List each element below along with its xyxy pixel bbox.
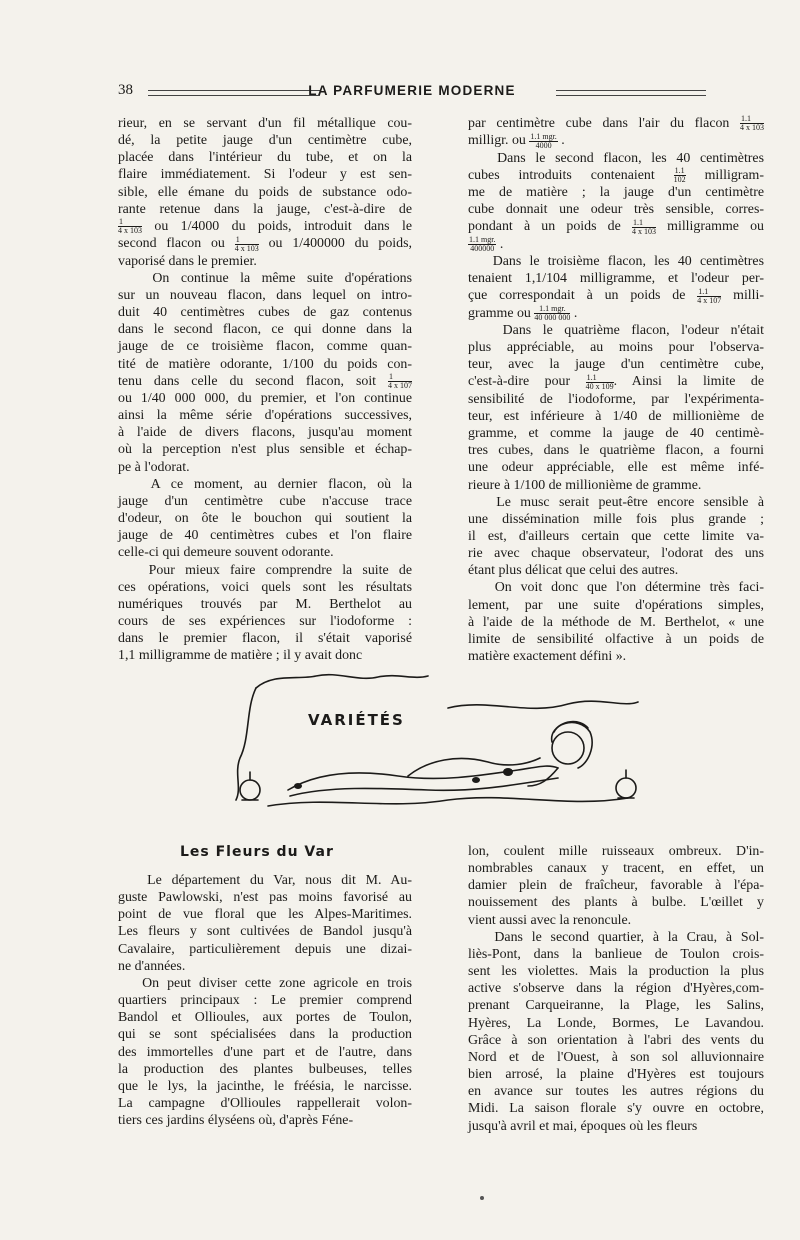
- text-line: La campagne d'Ollioules rappellerait volon-: [118, 1096, 412, 1112]
- fraction: $\frac{1.1}{102}$: [673, 166, 686, 185]
- text-line: lon, coulent mille ruisseaux ombreux. D'in-: [468, 844, 764, 859]
- text-line: étant plus délicat que celui des autres.: [468, 563, 679, 579]
- text-line: quartiers principaux : Le premier comprend: [118, 993, 412, 1009]
- text-line: Cavalaire, particulièrement depuis une dizai-: [118, 941, 412, 957]
- text-line: çue correspondait à un poids de $\frac{1.1}{4 x 107}$ milli-: [468, 286, 765, 305]
- ornament-scroll-top: [256, 675, 428, 688]
- text-line: sur un nouveau flacon, dans lequel on intro-: [118, 287, 412, 303]
- text-line: guste Pawlowski, n'est pas moins favorisé au: [118, 890, 412, 906]
- right-column-top: [468, 115, 764, 665]
- fraction: $\frac{1.1}{4 x 107}$: [697, 286, 722, 305]
- text-line: vient aussi avec la renoncule.: [468, 912, 632, 928]
- text-line: Hyères, La Londe, Bormes, Le Lavandou.: [468, 1015, 764, 1031]
- text-line: dans le premier flacon, il s'était vaporisé: [118, 631, 412, 647]
- text-line: 1,1 milligramme de matière ; il y avait donc: [118, 648, 363, 664]
- text-line: rieur, en se servant d'un fil métallique cou-: [118, 116, 412, 131]
- text-line: Le département du Var, nous dit M. Au-: [118, 873, 412, 888]
- text-line: limite de sensibilité olfactive à un poids de: [468, 631, 764, 647]
- text-line: à l'aide de divers flacons, jusqu'au moment: [118, 425, 412, 441]
- text-line: où la perception n'est plus sensible et échap-: [118, 442, 412, 458]
- text-line: me de matière ; la jauge d'un centimètre: [468, 185, 764, 201]
- text-line: duit 40 centimètres cubes de gaz contenus: [118, 305, 412, 321]
- text-line: tité de matière odorante, 1/100 du poids con-: [118, 356, 412, 372]
- figure-arm: [528, 768, 558, 786]
- fraction: $\frac{1}{4 x 103}$: [118, 217, 142, 236]
- text-line: Nord et de l'Ouest, à son sol alluvionnaire: [468, 1049, 764, 1065]
- varietes-vignette: [228, 668, 646, 818]
- fraction: $\frac{1.1}{4 x 103}$: [740, 114, 764, 133]
- text-line: Midi. La saison florale s'y ouvre en octobre,: [468, 1101, 764, 1117]
- running-title: LA PARFUMERIE MODERNE: [308, 83, 516, 98]
- text-line: dé, la petite jauge d'un centimètre cube,: [118, 133, 412, 149]
- figure-drape: [408, 758, 540, 776]
- text-line: teur, avec la jauge d'un centimètre cube,: [468, 357, 764, 373]
- page-number: 38: [118, 82, 133, 98]
- text-line: vaporisé dans le premier.: [118, 253, 257, 269]
- text-line: ne d'années.: [118, 958, 186, 974]
- text-line: cube donnait une odeur très sensible, corres-: [468, 202, 764, 218]
- text-line: une odeur appréciable, elle est même infé-: [468, 460, 764, 476]
- fraction: $\frac{1}{4 x 103}$: [234, 234, 259, 253]
- text-line: damier plein de fraîcheur, favorable à l'épa-: [468, 878, 764, 894]
- ornament-vine-right: [448, 701, 638, 708]
- text-line: plus appréciable, au moins pour l'observa-: [468, 340, 764, 356]
- text-line: tiers ces jardins élyséens où, d'après Féne-: [118, 1113, 354, 1129]
- text-line: nouissement des plants à bulbe. L'œillet y: [468, 895, 764, 911]
- fraction: $\frac{\text{1.1 mgr.}}{400000}$: [469, 235, 496, 254]
- text-line: point de vue floral que les Alpes-Maritimes.: [118, 907, 412, 923]
- left-column-bottom: [118, 872, 412, 1129]
- text-line: ou 1/40 000 000, du premier, et l'on continue: [118, 390, 412, 406]
- text-line: celle-ci qui demeure souvent odorante.: [118, 545, 334, 561]
- text-line: rante retenue dans la jauge, c'est-à-dire de: [118, 201, 412, 217]
- text-line: gramme, et comme la jauge de 40 centimè-: [468, 426, 764, 442]
- text-line: lement, par une suite d'opérations simples,: [468, 597, 764, 613]
- text-line: matière exactement défini ».: [468, 649, 627, 665]
- text-line: second flacon ou $\frac{1}{4 x 103}$ ou 1/400000 du poids,: [118, 234, 412, 253]
- ornament-scroll-left: [236, 688, 256, 800]
- ornament-flower: [503, 768, 513, 776]
- text-line: A ce moment, au dernier flacon, où la: [118, 476, 412, 492]
- text-line: active s'observe dans la région d'Hyères,com-: [468, 981, 764, 997]
- text-line: jauge d'un centimètre cube n'accuse trace: [118, 493, 412, 509]
- text-line: d'odeur, on ôte le bouchon qui soutient la: [118, 511, 412, 527]
- fraction: $\frac{1.1}{4 x 103}$: [631, 217, 656, 236]
- urn-left: [240, 780, 260, 800]
- printer-mark: [480, 1196, 484, 1200]
- text-line: flaire immédiatement. Si l'odeur y est sen-: [118, 167, 412, 183]
- text-line: teur, est inférieure à 1/40 de millionième de: [468, 408, 764, 424]
- text-line: il est, d'ailleurs certain que cette limite va-: [468, 529, 764, 544]
- left-column-top: [118, 115, 412, 664]
- text-line: numériques trouvés par M. Berthelot au: [118, 596, 412, 612]
- text-line: en avance sur toutes les autres régions du: [468, 1084, 764, 1100]
- text-line: Les fleurs y sont cultivées de Bandol jusqu'à: [118, 924, 412, 940]
- text-line: que le lys, la jacinthe, le fréésia, le narcisse.: [118, 1078, 412, 1094]
- text-line: Dans le troisième flacon, les 40 centimètres: [468, 254, 764, 270]
- text-line: Bandol et Ollioules, aux portes de Toulon,: [118, 1010, 412, 1026]
- text-line: Pour mieux faire comprendre la suite de: [118, 562, 412, 578]
- text-line: Dans le second quartier, à la Crau, à Sol-: [468, 929, 764, 945]
- text-line: sible, elle émane du poids de substance odo-: [118, 184, 412, 200]
- text-line: prenant Carqueiranne, la Plage, les Salins,: [468, 998, 764, 1014]
- text-line: une dissémination mille fois plus grande ;: [468, 511, 764, 527]
- text-line: placée dans l'intérieur du tube, et on la: [118, 150, 412, 166]
- text-line: liès-Pont, dans la banlieue de Toulon crois-: [468, 946, 764, 962]
- text-line: bien arrosé, la plaine d'Hyères est toujours: [468, 1067, 764, 1083]
- text-line: par centimètre cube dans l'air du flacon $\frac{1.1}{4 x 103}$: [468, 114, 764, 133]
- header-rule-right: [556, 90, 706, 96]
- text-line: Le musc serait peut-être encore sensible à: [468, 494, 764, 510]
- text-line: On voit donc que l'on détermine très faci-: [468, 580, 764, 596]
- text-line: la production des plantes bulbeuses, telles: [118, 1061, 412, 1077]
- urn-right: [616, 778, 636, 798]
- varietes-banner-text: VARIÉTÉS: [308, 711, 405, 729]
- text-line: des immortelles d'une part et de l'autre, dans: [118, 1044, 412, 1060]
- text-line: tenu dans celle du second flacon, soit $\frac{1}{4 x 107}$: [118, 371, 412, 390]
- text-line: On continue la même suite d'opérations: [118, 270, 412, 286]
- fraction: $\frac{1}{4 x 107}$: [388, 371, 412, 390]
- text-line: tres cubes, dans le quatrième flacon, a fourni: [468, 443, 764, 459]
- text-line: jauge de ce troisième flacon, comme quan-: [118, 339, 412, 355]
- text-line: ces opérations, voici quels sont les résultats: [118, 579, 412, 595]
- text-line: milligr. ou $\frac{\text{1.1 mgr.}}{4000}$ .: [468, 131, 565, 150]
- text-line: nombrables canaux y tracent, en effet, un: [468, 861, 764, 877]
- text-line: $\frac{\text{1.1 mgr.}}{400000}$ .: [469, 235, 504, 254]
- text-line: tenaient 1,1/104 milligramme, et l'odeur per-: [468, 271, 764, 287]
- text-line: pondant à un poids de $\frac{1.1}{4 x 103}$ milligramme ou: [468, 217, 764, 236]
- text-line: Dans le second flacon, les 40 centimètres: [468, 150, 764, 166]
- ornament-ground: [268, 798, 628, 806]
- text-line: jusqu'à avril et mai, époques où les fleurs: [468, 1118, 698, 1134]
- text-line: rieure à 1/100 de millionième de gramme.: [468, 477, 702, 493]
- text-line: Dans le quatrième flacon, l'odeur n'était: [468, 322, 764, 338]
- text-line: c'est-à-dire pour $\frac{1.1}{40 x 109}$ . Ainsi la limite de: [468, 372, 764, 391]
- text-line: On peut diviser cette zone agricole en trois: [118, 975, 412, 991]
- text-line: Grâce à son orientation à l'abri des vents du: [468, 1032, 764, 1048]
- text-line: sent les violettes. Mais la production la plus: [468, 964, 764, 980]
- text-line: cubes introduits contenaient $\frac{1.1}{102}$ milligram-: [468, 166, 764, 185]
- text-line: rie avec chaque observateur, l'odorat des uns: [468, 546, 764, 562]
- text-line: $\frac{1}{4 x 103}$ ou 1/4000 du poids, introduit dans le: [118, 217, 412, 236]
- text-line: gramme ou $\frac{\text{1.1 mgr.}}{40 000 000}$ .: [468, 303, 578, 322]
- text-line: pe à l'odorat.: [118, 459, 190, 475]
- running-header: [118, 82, 706, 104]
- text-line: à l'aide de la méthode de M. Berthelot, « une: [468, 614, 764, 630]
- text-line: qui se sont spécialisées dans la production: [118, 1027, 412, 1043]
- fraction: $\frac{\text{1.1 mgr.}}{40 000 000}$: [534, 303, 571, 322]
- text-line: dans le second flacon, ce qui donne dans la: [118, 322, 412, 338]
- text-line: cours de ses expériences sur l'iodoforme :: [118, 614, 412, 629]
- figure-head: [552, 732, 584, 764]
- section-title: Les Fleurs du Var: [180, 844, 334, 860]
- reclining-figure-body: [288, 766, 558, 790]
- fraction: $\frac{\text{1.1 mgr.}}{4000}$: [530, 131, 557, 150]
- right-column-bottom: [468, 843, 764, 1135]
- text-line: ainsi la même série d'opérations successives,: [118, 408, 412, 424]
- fraction: $\frac{1.1}{40 x 109}$: [585, 372, 614, 391]
- text-line: jauge de 40 centimètres cubes et l'on flaire: [118, 528, 412, 544]
- text-line: sensibilité de l'iodoforme, par l'expérimenta-: [468, 391, 764, 407]
